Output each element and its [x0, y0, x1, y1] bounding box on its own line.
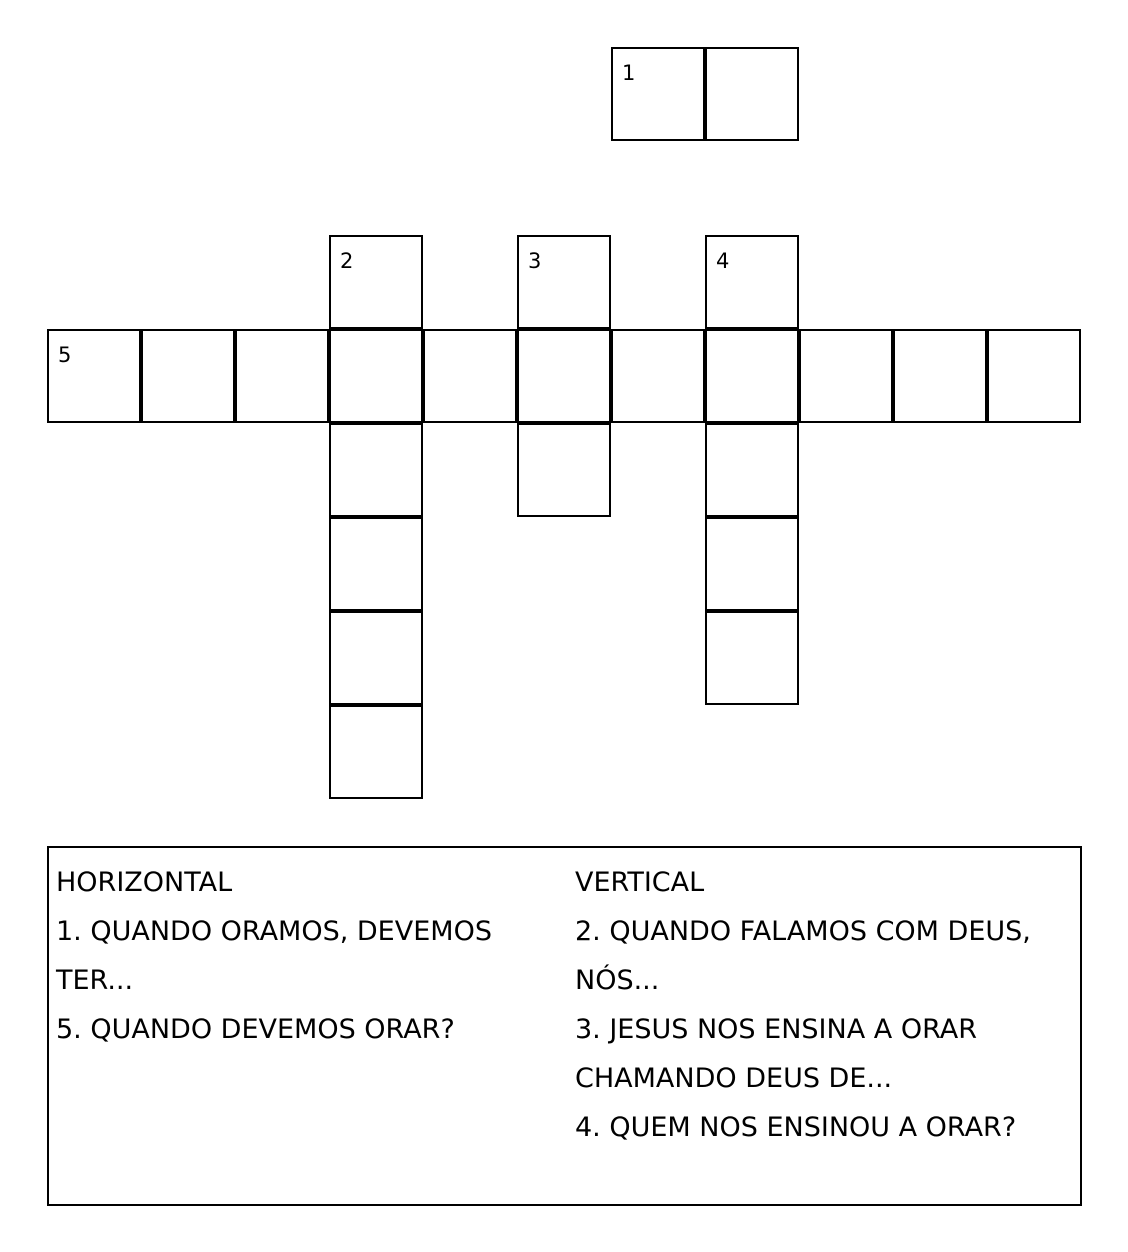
crossword-cell[interactable] [517, 329, 611, 423]
crossword-cell[interactable] [329, 611, 423, 705]
crossword-cell[interactable] [141, 329, 235, 423]
horizontal-clue-line: 5. QUANDO DEVEMOS ORAR? [56, 1014, 455, 1045]
vertical-clue-line: 4. QUEM NOS ENSINOU A ORAR? [575, 1112, 1017, 1143]
clue-number: 4 [716, 249, 730, 273]
crossword-cell[interactable] [611, 329, 705, 423]
vertical-clue-line: NÓS... [575, 965, 660, 996]
clue-number: 3 [528, 249, 542, 273]
crossword-cell[interactable] [517, 235, 611, 329]
clue-number: 5 [58, 343, 72, 367]
crossword-cell[interactable] [329, 423, 423, 517]
clue-number: 1 [622, 61, 636, 85]
horizontal-clue-line: 1. QUANDO ORAMOS, DEVEMOS [56, 916, 492, 947]
crossword-cell[interactable] [329, 235, 423, 329]
clue-number: 2 [340, 249, 354, 273]
vertical-heading: VERTICAL [575, 867, 705, 898]
horizontal-clue-line: TER... [56, 965, 134, 996]
horizontal-clues [56, 858, 526, 1054]
crossword-cell[interactable] [517, 423, 611, 517]
vertical-clue-line: 2. QUANDO FALAMOS COM DEUS, [575, 916, 1031, 947]
crossword-cell[interactable] [705, 47, 799, 141]
crossword-cell[interactable] [705, 611, 799, 705]
clues-box [47, 846, 1082, 1206]
crossword-cell[interactable] [893, 329, 987, 423]
horizontal-heading: HORIZONTAL [56, 867, 233, 898]
crossword-cell[interactable] [705, 329, 799, 423]
crossword-cell[interactable] [611, 47, 705, 141]
crossword-cell[interactable] [235, 329, 329, 423]
crossword-cell[interactable] [47, 329, 141, 423]
crossword-cell[interactable] [329, 705, 423, 799]
crossword-cell[interactable] [705, 235, 799, 329]
crossword-cell[interactable] [329, 329, 423, 423]
vertical-clue-line: CHAMANDO DEUS DE... [575, 1063, 893, 1094]
crossword-cell[interactable] [705, 423, 799, 517]
crossword-cell[interactable] [799, 329, 893, 423]
vertical-clues [575, 858, 1075, 1152]
vertical-clue-line: 3. JESUS NOS ENSINA A ORAR [575, 1014, 977, 1045]
crossword-cell[interactable] [423, 329, 517, 423]
crossword-cell[interactable] [987, 329, 1081, 423]
crossword-cell[interactable] [705, 517, 799, 611]
crossword-cell[interactable] [329, 517, 423, 611]
